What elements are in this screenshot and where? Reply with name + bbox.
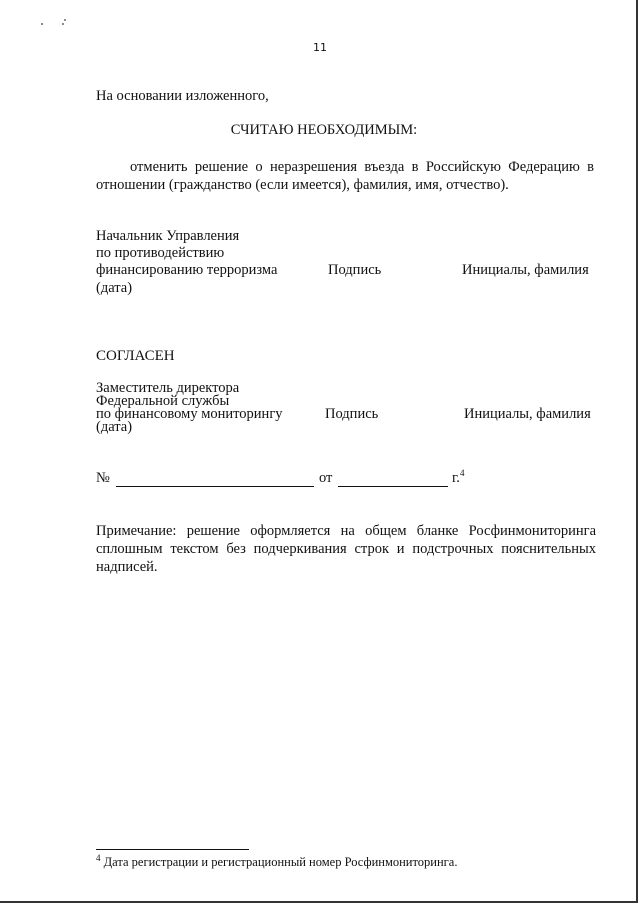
number-label: № [96,470,110,486]
intro-text: На основании изложенного, [96,88,269,104]
note-paragraph: Примечание: решение оформляется на общем бланке Росфинмониторинга сплошным текстом без подчеркивания строк и подстрочных пояснительных надписей. [96,523,596,575]
from-label: от [319,470,333,486]
scan-speck [64,19,66,21]
agreed-heading: СОГЛАСЕН [96,348,175,364]
decision-paragraph: отменить решение о неразрешения въезда в Российскую Федерацию в отношении (гражданство (если имеется), фамилия, имя, отчество). [96,159,594,193]
signer-title-line: Начальник Управления [96,228,240,244]
signer-title-line: по финансовому мониторингу [96,406,283,422]
signature-label: Подпись [328,262,382,278]
page-number: 11 [313,41,327,54]
footnote [96,854,457,871]
number-blank [116,486,314,487]
footnote-text: Дата регистрации и регистрационный номер Росфинмониторинга. [103,855,458,869]
signer-date-label: (дата) [96,419,133,435]
scan-speck [41,23,43,25]
signer-title-line: по противодействию [96,245,225,261]
date-blank [338,486,448,487]
decision-heading: СЧИТАЮ НЕОБХОДИМЫМ: [230,122,418,138]
initials-label: Инициалы, фамилия [462,262,589,278]
signer-title-line: финансированию терроризма [96,262,278,278]
initials-label: Инициалы, фамилия [464,406,591,422]
scan-speck [62,23,64,25]
signer-date-label: (дата) [96,280,133,296]
footnote-ref: 4 [459,468,465,479]
footnote-number: 4 [96,852,101,863]
signer-title-line: Федеральной службы [96,393,230,409]
signature-label: Подпись [325,406,379,422]
footnote-separator [96,849,249,850]
signer-title-line: Заместитель директора [96,380,240,396]
year-label: г.$^4$ [452,468,465,486]
